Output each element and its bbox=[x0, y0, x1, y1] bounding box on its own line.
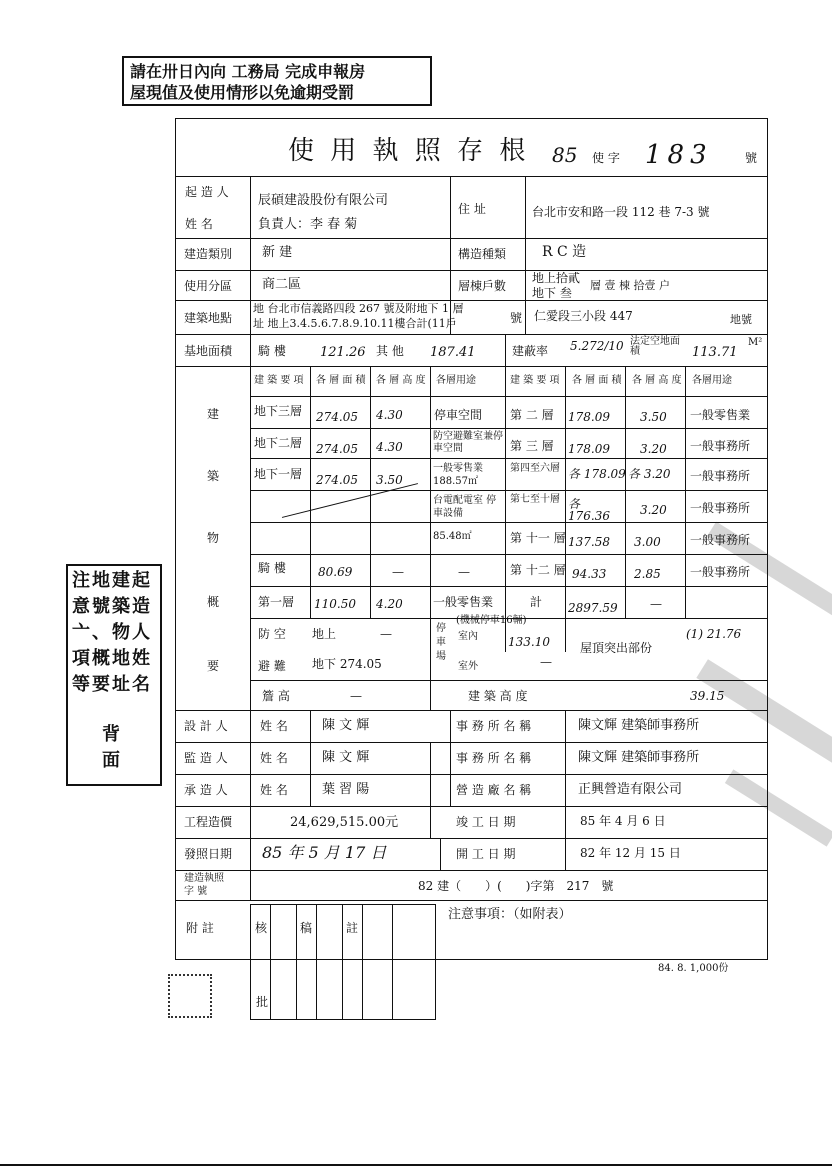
floors-rest: 層 壹 棟 拾壹 户 bbox=[590, 279, 670, 292]
left-row-6-area: 80.69 bbox=[318, 565, 353, 579]
print-date: 84. 8. 1,000份 bbox=[658, 963, 729, 974]
designer-office: 陳文輝 建築師事務所 bbox=[578, 718, 700, 733]
side-stamp-row-2: 意號築造 bbox=[72, 596, 152, 617]
supervisor-name: 陳 文 輝 bbox=[322, 750, 370, 765]
site-line-1: 地 台北市信義路四段 267 號及附地下 1 層 bbox=[253, 302, 464, 315]
official-seal-icon bbox=[168, 974, 212, 1018]
roof-values: (1) 21.76 bbox=[686, 627, 742, 641]
floors-label: 層棟戶數 bbox=[458, 279, 507, 293]
contractor-name: 葉 習 陽 bbox=[322, 782, 370, 797]
header-item-left: 建 築 要 項 bbox=[254, 375, 304, 386]
zone-value: 商二區 bbox=[262, 277, 302, 292]
structure-label: 構造種類 bbox=[458, 247, 507, 261]
parking-outdoor-value: — bbox=[540, 655, 552, 669]
left-row-3-item: 地下一層 bbox=[254, 467, 303, 481]
left-row-4-use: 台電配電室 停車設備 bbox=[433, 495, 497, 519]
license-year: 85 bbox=[552, 143, 578, 167]
right-row-4-item: 第七至十層 bbox=[510, 494, 560, 505]
contractor-label: 承 造 人 bbox=[184, 783, 228, 797]
right-row-7-area: 2897.59 bbox=[568, 601, 618, 615]
shelter-label-bottom: 避 難 bbox=[258, 659, 286, 673]
right-row-7-item: 計 bbox=[530, 595, 543, 609]
left-row-3-area: 274.05 bbox=[316, 473, 358, 487]
license-suffix: 號 bbox=[745, 151, 758, 165]
right-row-6-item: 第 十二 層 bbox=[510, 563, 566, 577]
cost-label: 工程造價 bbox=[184, 815, 233, 829]
permit-label-2: 字 號 bbox=[184, 886, 208, 897]
owner-label-bottom: 姓 名 bbox=[185, 217, 213, 231]
designer-label: 設 計 人 bbox=[184, 719, 228, 733]
lot-suffix: 地號 bbox=[730, 313, 752, 326]
build-height-label: 建 築 高 度 bbox=[468, 689, 528, 703]
right-row-3-item: 第四至六層 bbox=[510, 463, 560, 474]
left-row-1-item: 地下三層 bbox=[254, 404, 303, 418]
license-prefix: 使 字 bbox=[592, 151, 620, 165]
header-use-left: 各層用途 bbox=[436, 375, 476, 386]
lot-value: 仁愛段三小段 447 bbox=[534, 309, 633, 323]
side-stamp-row-5: 等要址名 bbox=[72, 674, 152, 695]
complete-label: 竣 工 日 期 bbox=[456, 815, 516, 829]
area-unit: M² bbox=[748, 337, 763, 348]
issue-date: 85 年 5 月 17 日 bbox=[262, 843, 387, 862]
supervisor-name-label: 姓 名 bbox=[260, 751, 288, 765]
left-row-1-area: 274.05 bbox=[316, 410, 358, 424]
right-row-7-height: — bbox=[650, 597, 662, 611]
owner-address: 台北市安和路一段 112 巷 7-3 號 bbox=[532, 205, 710, 219]
header-use-right: 各層用途 bbox=[692, 375, 732, 386]
notes-text: 注意事項：（如附表） bbox=[448, 907, 572, 922]
side-stamp-row-4: 項概地姓 bbox=[72, 648, 152, 669]
overview-side-4: 概 bbox=[207, 595, 220, 609]
owner-label-top: 起 造 人 bbox=[185, 185, 229, 199]
left-row-7-use: 一般零售業 bbox=[433, 595, 494, 609]
right-row-6-area: 94.33 bbox=[572, 567, 607, 581]
coverage-label: 建蔽率 bbox=[512, 344, 549, 358]
structure-value: R C 造 bbox=[542, 244, 587, 260]
arcade-value: 121.26 bbox=[320, 345, 366, 360]
overview-side-2: 築 bbox=[207, 469, 220, 483]
shelter-label-top: 防 空 bbox=[258, 627, 286, 641]
approval-col-2: 稿 bbox=[300, 921, 313, 935]
right-row-1-use: 一般零售業 bbox=[690, 408, 751, 422]
left-row-6-use: — bbox=[458, 565, 470, 579]
shelter-above-value: — bbox=[380, 627, 392, 641]
right-row-1-area: 178.09 bbox=[568, 410, 610, 424]
right-row-2-height: 3.20 bbox=[640, 442, 667, 456]
permit-label-1: 建造執照 bbox=[184, 873, 224, 884]
left-row-7-height: 4.20 bbox=[376, 597, 403, 611]
shelter-above: 地上 bbox=[312, 627, 337, 641]
left-row-6-height: — bbox=[392, 565, 404, 579]
right-row-5-item: 第 十一 層 bbox=[510, 531, 566, 545]
parking-label: 停車場 bbox=[436, 623, 446, 662]
side-stamp-back-2: 面 bbox=[102, 750, 120, 771]
right-row-3-use: 一般事務所 bbox=[690, 469, 751, 483]
left-row-2-height: 4.30 bbox=[376, 440, 403, 454]
parking-indoor-note: (機械停車16輛) bbox=[456, 615, 527, 626]
left-row-1-height: 4.30 bbox=[376, 408, 403, 422]
start-label: 開 工 日 期 bbox=[456, 847, 516, 861]
owner-company: 辰碩建設股份有限公司 bbox=[258, 193, 389, 208]
left-row-2-area: 274.05 bbox=[316, 442, 358, 456]
other-label: 其 他 bbox=[376, 344, 404, 358]
right-row-3-area: 各 178.09 bbox=[568, 467, 626, 481]
legal-space-value: 113.71 bbox=[692, 345, 738, 360]
start-date: 82 年 12 月 15 日 bbox=[580, 846, 681, 860]
eaves-value: — bbox=[350, 689, 362, 703]
notice-line-2: 屋現值及使用情形以免逾期受罰 bbox=[130, 83, 355, 102]
type-label: 建造類別 bbox=[184, 247, 233, 261]
designer-name: 陳 文 輝 bbox=[322, 718, 370, 733]
contractor-firm: 正興營造有限公司 bbox=[578, 782, 683, 797]
right-row-5-height: 3.00 bbox=[634, 535, 661, 549]
left-row-3-height: 3.50 bbox=[376, 473, 403, 487]
designer-office-label: 事 務 所 名 稱 bbox=[456, 719, 532, 733]
page-title: 使 用 執 照 存 根 bbox=[288, 136, 530, 166]
lot-label: 號 bbox=[510, 311, 523, 325]
site-line-2: 址 地上3.4.5.6.7.8.9.10.11樓合計(11戶 bbox=[253, 317, 457, 330]
left-row-2-use: 防空避難室兼停車空間 bbox=[433, 431, 503, 454]
approval-col-3: 批 bbox=[256, 995, 269, 1009]
right-row-2-area: 178.09 bbox=[568, 442, 610, 456]
overview-side-1: 建 bbox=[207, 407, 220, 421]
site-label: 建築地點 bbox=[184, 311, 233, 325]
contractor-name-label: 姓 名 bbox=[260, 783, 288, 797]
supervisor-label: 監 造 人 bbox=[184, 751, 228, 765]
address-label: 住 址 bbox=[458, 202, 486, 216]
floors-above: 地上拾貳 bbox=[532, 271, 581, 285]
right-row-1-height: 3.50 bbox=[640, 410, 667, 424]
approval-box bbox=[250, 904, 436, 1020]
parking-indoor-label: 室內 bbox=[458, 631, 478, 642]
left-row-1-use: 停車空間 bbox=[434, 408, 483, 422]
supervisor-office: 陳文輝 建築師事務所 bbox=[578, 750, 700, 765]
side-stamp-row-3: 亠、物人 bbox=[72, 622, 152, 643]
eaves-label: 簷 高 bbox=[262, 689, 290, 703]
issue-label: 發照日期 bbox=[184, 847, 233, 861]
right-row-4-area: 各 176.36 bbox=[568, 497, 610, 523]
designer-name-label: 姓 名 bbox=[260, 719, 288, 733]
right-row-6-use: 一般事務所 bbox=[690, 565, 751, 579]
right-row-2-item: 第 三 層 bbox=[510, 439, 554, 453]
left-row-7-area: 110.50 bbox=[314, 597, 356, 611]
parking-indoor-value: 133.10 bbox=[508, 635, 550, 649]
roof-label: 屋頂突出部份 bbox=[580, 641, 653, 655]
notes-label: 附 註 bbox=[186, 921, 214, 935]
right-row-4-height: 3.20 bbox=[640, 503, 667, 517]
type-value: 新 建 bbox=[262, 245, 293, 260]
header-height-left: 各 層 高 度 bbox=[376, 375, 426, 386]
site-area-label: 基地面積 bbox=[184, 344, 233, 358]
header-area-right: 各 層 面 積 bbox=[572, 375, 622, 386]
right-row-4-use: 一般事務所 bbox=[690, 501, 751, 515]
right-row-6-height: 2.85 bbox=[634, 567, 661, 581]
right-row-5-use: 一般事務所 bbox=[690, 533, 751, 547]
build-height-value: 39.15 bbox=[690, 689, 725, 703]
right-row-5-area: 137.58 bbox=[568, 535, 610, 549]
left-row-5-use: 85.48㎡ bbox=[433, 531, 472, 542]
overview-side-3: 物 bbox=[207, 531, 220, 545]
other-value: 187.41 bbox=[430, 345, 476, 360]
complete-date: 85 年 4 月 6 日 bbox=[580, 814, 666, 828]
header-item-right: 建 築 要 項 bbox=[510, 375, 560, 386]
side-stamp-row-1: 注地建起 bbox=[72, 570, 152, 591]
approval-col-1: 核 bbox=[255, 921, 268, 935]
coverage-value: 5.272/10 bbox=[570, 339, 624, 353]
approval-col-4: 註 bbox=[346, 921, 359, 935]
right-row-2-use: 一般事務所 bbox=[690, 439, 751, 453]
permit-value: 82 建（ ）( )字第 217 號 bbox=[418, 879, 614, 893]
legal-space-label: 法定空地面積 bbox=[630, 336, 680, 357]
side-stamp-back-1: 背 bbox=[102, 724, 120, 745]
owner-responsible: 負責人：李 春 菊 bbox=[258, 217, 358, 232]
notice-stamp bbox=[122, 56, 432, 106]
supervisor-office-label: 事 務 所 名 稱 bbox=[456, 751, 532, 765]
header-area-left: 各 層 面 積 bbox=[316, 375, 366, 386]
header-height-right: 各 層 高 度 bbox=[632, 375, 682, 386]
contractor-firm-label: 營 造 廠 名 稱 bbox=[456, 783, 532, 797]
left-row-3-use: 一般零售業 188.57㎡ bbox=[433, 463, 483, 487]
parking-outdoor-label: 室外 bbox=[458, 661, 478, 672]
notice-line-1: 請在卅日內向 工務局 完成申報房 bbox=[130, 62, 366, 81]
cost-value: 24,629,515.00元 bbox=[290, 815, 399, 830]
left-row-6-item: 騎 樓 bbox=[258, 561, 286, 575]
right-row-3-height: 各 3.20 bbox=[628, 467, 671, 481]
left-row-7-item: 第一層 bbox=[258, 595, 295, 609]
arcade-label: 騎 樓 bbox=[258, 344, 286, 358]
overview-side-5: 要 bbox=[207, 659, 220, 673]
left-row-2-item: 地下二層 bbox=[254, 436, 303, 450]
right-row-1-item: 第 二 層 bbox=[510, 408, 554, 422]
floors-below: 地下 叁 bbox=[532, 286, 572, 300]
license-number: 183 bbox=[645, 140, 713, 170]
zone-label: 使用分區 bbox=[184, 279, 233, 293]
side-notice-stamp bbox=[66, 564, 162, 786]
shelter-below: 地下 274.05 bbox=[312, 657, 382, 671]
